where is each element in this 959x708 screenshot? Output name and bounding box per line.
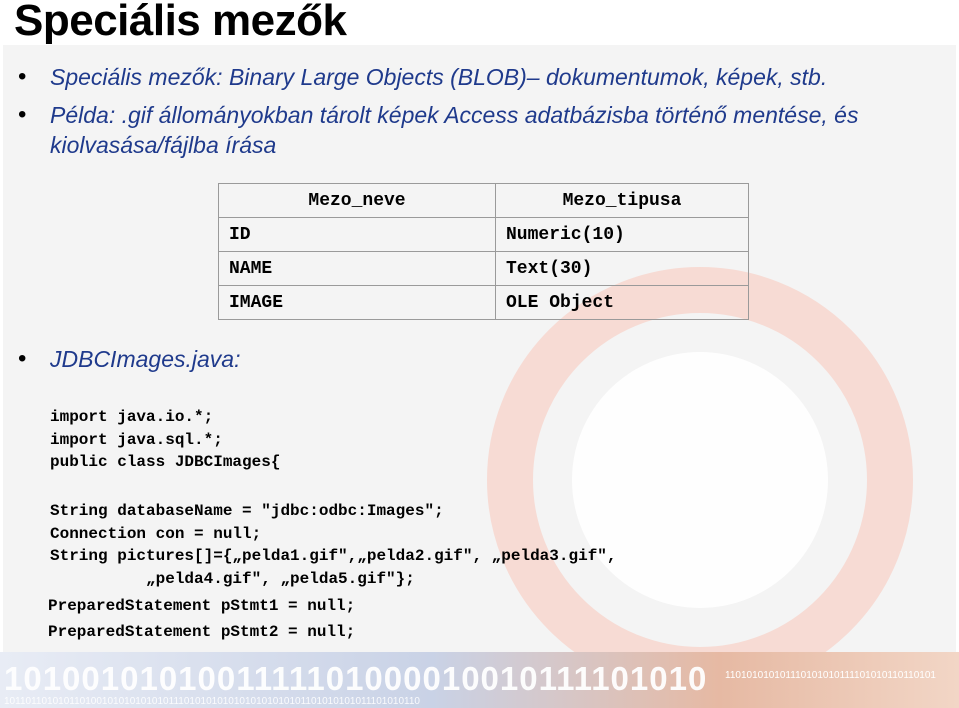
bullet-blob-description: Speciális mezők: Binary Large Objects (BLOB)– dokumentumok, képek, stb. [50, 64, 828, 90]
cell-field-name: NAME [219, 252, 496, 286]
table-row [219, 218, 749, 252]
table-row [219, 252, 749, 286]
field-definition-table [218, 183, 749, 320]
binary-strip-small-text-2: 1011011010101101001010101010101110101010101010101010101101010101011101010110 [4, 696, 420, 707]
bullet-file-name: JDBCImages.java: [50, 346, 241, 372]
cell-field-name: IMAGE [219, 286, 496, 320]
bullet-example-description: Példa: .gif állományokban tárolt képek Access adatbázisba történő mentése, és kiolvasása/fájlba írása [50, 102, 859, 158]
slide-title: Speciális mezők [14, 0, 347, 45]
table-row [219, 286, 749, 320]
cell-field-type: OLE Object [496, 286, 749, 320]
code-block-statements: PreparedStatement pStmt1 = null; PreparedStatement pStmt2 = null; [48, 597, 356, 641]
table-header-row [219, 184, 749, 218]
cell-field-type: Numeric(10) [496, 218, 749, 252]
code-block-fields: String databaseName = "jdbc:odbc:Images"; Connection con = null; String pictures[]={„pelda1.gif",„pelda2.gif", „pelda3.gif", „pelda4.gif", „pelda5.gif"}; [50, 502, 617, 588]
binary-strip-large-text: 1010010101001111101000010010111101010 [4, 660, 708, 697]
bullet-marker-2: • [18, 101, 27, 128]
bullet-marker-3: • [18, 345, 27, 372]
binary-strip-small-text-1: 110101010101110101010111101010110110101 [725, 670, 936, 681]
bullet-marker-1: • [18, 63, 27, 90]
header-mezo-neve: Mezo_neve [219, 184, 496, 218]
cell-field-type: Text(30) [496, 252, 749, 286]
cell-field-name: ID [219, 218, 496, 252]
code-block-imports: import java.io.*; import java.sql.*; public class JDBCImages{ [50, 408, 281, 471]
header-mezo-tipusa: Mezo_tipusa [496, 184, 749, 218]
